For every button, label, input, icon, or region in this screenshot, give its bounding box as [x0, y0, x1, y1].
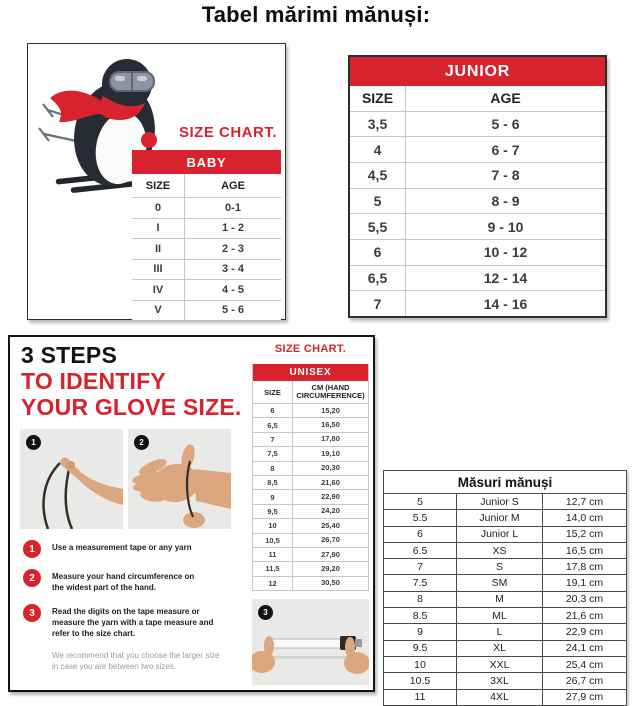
- table-row: [253, 475, 368, 489]
- table-header-bar: BABY: [132, 150, 281, 174]
- table-cell: 8 - 9: [491, 193, 520, 210]
- table-cell: 7: [253, 433, 293, 446]
- table-cell: Junior L: [456, 526, 542, 542]
- table-cell: 10 - 12: [483, 244, 528, 261]
- table-cell: 7 - 8: [491, 167, 520, 184]
- column-header: SIZE: [350, 86, 406, 111]
- table-cell: 20,3 cm: [542, 591, 626, 607]
- table-cell: XS: [456, 542, 542, 558]
- table-cell: 6 - 7: [491, 141, 520, 158]
- table-cell: II: [132, 239, 185, 259]
- table-cell: Junior S: [456, 493, 542, 509]
- table-cell: 3XL: [456, 672, 542, 688]
- column-header: AGE: [490, 90, 521, 107]
- table-title: Măsuri mănuși: [457, 474, 553, 490]
- column-header-row: [253, 381, 368, 403]
- column-header: SIZE: [132, 174, 185, 197]
- table-cell: 26,70: [321, 535, 340, 545]
- table-cell: SM: [456, 574, 542, 590]
- table-cell: 26,7 cm: [542, 672, 626, 688]
- table-cell: 2 - 3: [221, 242, 244, 255]
- table-cell: 11: [253, 548, 293, 561]
- table-cell: IV: [132, 280, 185, 300]
- table-cell: 9: [384, 623, 456, 639]
- heading-line: 3 STEPS: [21, 342, 117, 368]
- table-cell: 14 - 16: [483, 295, 528, 312]
- table-cell: 25,40: [321, 520, 340, 530]
- table-cell: 21,60: [321, 477, 340, 487]
- table-cell: 9: [253, 490, 293, 503]
- table-header-bar: JUNIOR: [350, 57, 605, 86]
- table-cell: 5: [384, 493, 456, 509]
- recommendation-note: We recommend that you choose the larger size in case you are between two sizes.: [52, 651, 220, 671]
- table-cell: 19,1 cm: [542, 574, 626, 590]
- photo-number-badge: 3: [258, 605, 273, 620]
- table-cell: 5: [350, 189, 406, 214]
- table-cell: 21,6 cm: [542, 607, 626, 623]
- step-badge: 1: [23, 540, 41, 558]
- photo-hand-measure-step2: [128, 429, 231, 529]
- table-cell: 16,50: [321, 420, 340, 430]
- table-row: [350, 111, 605, 137]
- table-cell: ML: [456, 607, 542, 623]
- step-text: Measure your hand circumference on the widest part of the hand.: [52, 572, 195, 592]
- table-cell: 6.5: [384, 542, 456, 558]
- table-row: [350, 136, 605, 162]
- table-row: [350, 162, 605, 188]
- three-steps-panel: [8, 335, 375, 692]
- junior-table: [350, 57, 605, 316]
- table-row: [132, 197, 281, 218]
- table-row: [253, 547, 368, 561]
- heading-line: TO IDENTIFY: [21, 368, 166, 394]
- table-cell: 4,5: [350, 163, 406, 188]
- table-cell: 3,5: [350, 112, 406, 137]
- page-title: Tabel mărimi mănuși:: [201, 2, 431, 27]
- column-header: SIZE: [253, 381, 293, 403]
- table-cell: I: [132, 219, 185, 239]
- table-cell: 5.5: [384, 509, 456, 525]
- table-cell: 12 - 14: [483, 270, 528, 287]
- table-cell: 4 - 5: [221, 283, 244, 296]
- junior-size-panel: [348, 55, 607, 318]
- table-row: [253, 432, 368, 446]
- table-cell: 10: [253, 519, 293, 532]
- table-cell: 4: [350, 137, 406, 162]
- table-cell: 11,5: [253, 562, 293, 575]
- table-cell: 9,5: [253, 505, 293, 518]
- table-cell: 10: [384, 656, 456, 672]
- baby-size-panel: [27, 43, 286, 320]
- table-header-bar: UNISEX: [253, 364, 368, 381]
- table-row: [253, 446, 368, 460]
- table-row: [253, 417, 368, 431]
- column-header-row: [132, 174, 281, 197]
- table-cell: Junior M: [456, 509, 542, 525]
- size-chart-label: SIZE CHART.: [274, 343, 347, 355]
- table-cell: 12: [253, 577, 293, 590]
- column-header: AGE: [221, 179, 245, 192]
- table-cell: 29,20: [321, 563, 340, 573]
- table-cell: L: [456, 623, 542, 639]
- table-cell: 1 - 2: [221, 222, 244, 235]
- table-cell: 24,1 cm: [542, 640, 626, 656]
- table-cell: 0-1: [225, 201, 241, 214]
- table-cell: 8.5: [384, 607, 456, 623]
- column-header-row: [350, 86, 605, 111]
- table-cell: 12,7 cm: [542, 493, 626, 509]
- table-row: [350, 239, 605, 265]
- steps-heading: [21, 342, 241, 420]
- unisex-table: [252, 364, 369, 591]
- table-cell: 30,50: [321, 578, 340, 588]
- step-item: [23, 569, 233, 593]
- photo-ruler-step3: [252, 599, 369, 685]
- table-cell: 11: [384, 689, 456, 705]
- table-cell: 27,90: [321, 549, 340, 559]
- heading-line: YOUR GLOVE SIZE.: [21, 394, 242, 420]
- table-cell: 6: [350, 240, 406, 265]
- table-row: [132, 300, 281, 321]
- table-cell: 15,2 cm: [542, 526, 626, 542]
- table-row: [253, 489, 368, 503]
- table-cell: 22,9 cm: [542, 623, 626, 639]
- table-row: [350, 188, 605, 214]
- step-badge: 3: [23, 604, 41, 622]
- size-chart-label: SIZE CHART.: [178, 124, 277, 141]
- table-row: [253, 561, 368, 575]
- table-row: [253, 504, 368, 518]
- instruction-photos: [20, 429, 231, 529]
- table-cell: 7,5: [253, 447, 293, 460]
- table-cell: 24,20: [321, 506, 340, 516]
- table-row: [350, 265, 605, 291]
- table-cell: 27,9 cm: [542, 689, 626, 705]
- table-cell: 10,5: [253, 534, 293, 547]
- table-row: [253, 576, 368, 590]
- step-badge: 2: [23, 569, 41, 587]
- table-cell: III: [132, 260, 185, 280]
- table-cell: 5,5: [350, 214, 406, 239]
- table-cell: 7: [350, 291, 406, 316]
- step-text: Read the digits on the tape measure or measure the yarn with a tape measure and refer to the size chart.: [52, 607, 214, 638]
- table-cell: 0: [132, 198, 185, 218]
- table-row: [350, 213, 605, 239]
- table-cell: 8,5: [253, 476, 293, 489]
- step-item: [23, 540, 233, 558]
- table-cell: 16,5 cm: [542, 542, 626, 558]
- table-cell: 17,80: [321, 434, 340, 444]
- table-cell: 5 - 6: [491, 116, 520, 132]
- table-cell: 14,0 cm: [542, 509, 626, 525]
- table-cell: XL: [456, 640, 542, 656]
- table-cell: 6,5: [350, 266, 406, 291]
- table-cell: 17,8 cm: [542, 558, 626, 574]
- table-cell: 9.5: [384, 640, 456, 656]
- table-cell: 6,5: [253, 418, 293, 431]
- table-cell: V: [132, 301, 185, 321]
- table-row: [253, 533, 368, 547]
- table-row: [132, 279, 281, 300]
- table-cell: S: [456, 558, 542, 574]
- table-cell: 10.5: [384, 672, 456, 688]
- table-cell: 4XL: [456, 689, 542, 705]
- step-text: Use a measurement tape or any yarn: [52, 543, 192, 552]
- table-row: [253, 461, 368, 475]
- table-row: [350, 290, 605, 316]
- table-row: [132, 259, 281, 280]
- table-cell: 6: [253, 404, 293, 417]
- table-cell: 7: [384, 558, 456, 574]
- step-item: [23, 604, 233, 639]
- table-cell: XXL: [456, 656, 542, 672]
- table-row: [132, 218, 281, 239]
- table-cell: 15,20: [321, 405, 340, 415]
- table-cell: 5 - 6: [221, 304, 244, 317]
- table-cell: 9 - 10: [487, 218, 524, 235]
- table-cell: 7.5: [384, 574, 456, 590]
- baby-table: [132, 150, 281, 320]
- table-cell: 6: [384, 526, 456, 542]
- table-row: [253, 518, 368, 532]
- table-cell: M: [456, 591, 542, 607]
- table-cell: 20,30: [321, 463, 340, 473]
- table-cell: 25,4 cm: [542, 656, 626, 672]
- masuri-table: [383, 470, 627, 706]
- table-cell: 3 - 4: [221, 263, 244, 276]
- steps-list: [23, 540, 233, 672]
- table-cell: 8: [253, 462, 293, 475]
- table-cell: 19,10: [321, 448, 340, 458]
- photo-number-badge: 2: [134, 435, 149, 450]
- column-header: CM (HAND CIRCUMFERENCE): [296, 383, 365, 400]
- table-cell: 8: [384, 591, 456, 607]
- table-cell: 22,90: [321, 492, 340, 502]
- table-row: [253, 403, 368, 417]
- table-row: [132, 238, 281, 259]
- photo-number-badge: 1: [26, 435, 41, 450]
- photo-yarn-step1: [20, 429, 123, 529]
